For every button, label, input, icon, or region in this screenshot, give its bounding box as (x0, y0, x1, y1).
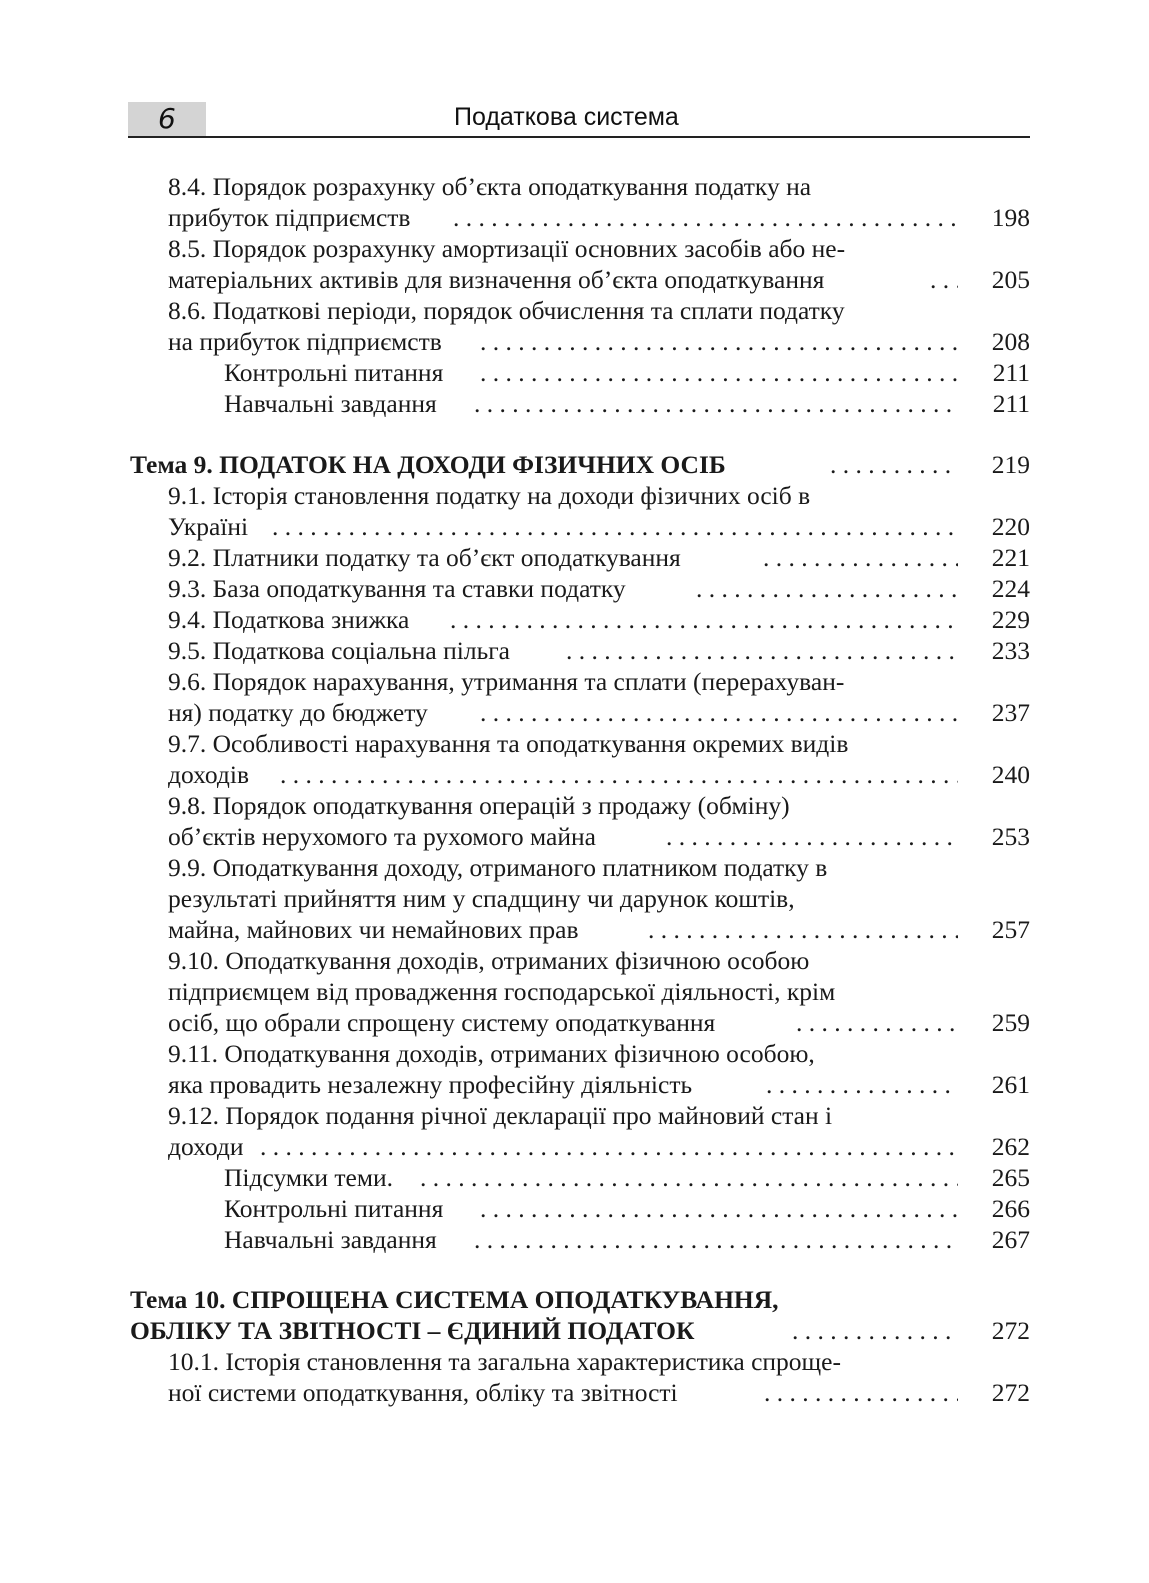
toc-page-number: 240 (991, 760, 1030, 789)
toc-entry (168, 1101, 1030, 1131)
page-header (128, 98, 1030, 140)
toc-entry (168, 698, 1030, 728)
toc-page-number: 224 (991, 574, 1030, 603)
toc-entry-text: 9.11. Оподаткування доходів, отриманих фізичною особою, (168, 1039, 815, 1068)
toc-page-number: 205 (991, 265, 1030, 294)
dot-leader (766, 1070, 958, 1100)
toc-entry (168, 915, 1030, 945)
toc-entry (168, 203, 1030, 233)
page-number-box (128, 102, 206, 136)
toc-chapter-title: Тема 10. СПРОЩЕНА СИСТЕМА ОПОДАТКУВАННЯ, (130, 1285, 779, 1314)
toc-entry-text: Україні (168, 512, 249, 541)
toc-entry-text: 9.6. Порядок нарахування, утримання та сплати (перерахуван- (168, 667, 845, 696)
dot-leader (260, 1132, 958, 1162)
toc-entry-text: осіб, що обрали спрощену систему оподаткування (168, 1008, 716, 1037)
toc-entry (168, 667, 1030, 697)
toc-entry-text: Контрольні питання (224, 1194, 444, 1223)
toc-entry-text: Підсумки теми. (224, 1163, 394, 1192)
toc-entry (168, 729, 1030, 759)
toc-entry (224, 389, 1030, 419)
dot-leader (763, 543, 958, 573)
toc-entry-text: підприємцем від провадження господарської діяльності, крім (168, 977, 836, 1006)
header-rule (128, 136, 1030, 138)
toc-chapter (130, 1316, 1030, 1346)
toc-page-number: 272 (991, 1378, 1030, 1407)
toc-entry-text: 8.5. Порядок розрахунку амортизації основних засобів або не- (168, 234, 846, 263)
toc-entry-text: 9.1. Історія становлення податку на доходи фізичних осіб в (168, 481, 811, 510)
toc-entry-text: результаті прийняття ним у спадщину чи дарунок коштів, (168, 884, 795, 913)
toc-chapter-title: ОБЛІКУ ТА ЗВІТНОСТІ – ЄДИНИЙ ПОДАТОК (130, 1316, 695, 1345)
dot-leader (450, 605, 958, 635)
toc-page-number: 198 (991, 203, 1030, 232)
toc-page-number: 219 (991, 450, 1030, 479)
toc-entry-text: на прибуток підприємств (168, 327, 442, 356)
toc-page-number: 262 (991, 1132, 1030, 1161)
toc-entry (168, 574, 1030, 604)
toc-entry-text: 9.2. Платники податку та об’єкт оподаткування (168, 543, 681, 572)
toc-entry (168, 172, 1030, 202)
toc-page-number: 261 (991, 1070, 1030, 1099)
toc-entry (224, 1225, 1030, 1255)
toc-entry-text: 10.1. Історія становлення та загальна характеристика спроще- (168, 1347, 841, 1376)
toc-page-number: 211 (992, 358, 1030, 387)
toc-page-number: 265 (991, 1163, 1030, 1192)
dot-leader (764, 1378, 958, 1408)
dot-leader (453, 203, 958, 233)
toc-entry (168, 1347, 1030, 1377)
toc-entry (168, 1039, 1030, 1069)
dot-leader (796, 1008, 958, 1038)
toc-page-number: 257 (991, 915, 1030, 944)
toc-chapter-title: Тема 9. ПОДАТОК НА ДОХОДИ ФІЗИЧНИХ ОСІБ (130, 450, 726, 479)
toc-chapter (130, 1285, 1030, 1315)
toc-chapter (130, 450, 1030, 480)
toc-entry-text: 8.4. Порядок розрахунку об’єкта оподаткування податку на (168, 172, 812, 201)
toc-entry-text: Навчальні завдання (224, 389, 437, 418)
dot-leader (696, 574, 958, 604)
toc-entry-text: об’єктів нерухомого та рухомого майна (168, 822, 596, 851)
dot-leader (420, 1163, 958, 1193)
toc-entry (168, 884, 1030, 914)
toc-entry-text: 9.7. Особливості нарахування та оподаткування окремих видів (168, 729, 849, 758)
toc-entry-text: 9.5. Податкова соціальна пільга (168, 636, 510, 665)
toc-entry-text: доходів (168, 760, 249, 789)
toc-entry (224, 1194, 1030, 1224)
toc-entry-text: яка провадить незалежну професійну діяльність (168, 1070, 693, 1099)
toc-entry (168, 327, 1030, 357)
toc-entry-text: 9.3. База оподаткування та ставки податку (168, 574, 626, 603)
toc-entry-text: 9.4. Податкова знижка (168, 605, 410, 634)
dot-leader (272, 512, 958, 542)
toc-entry (168, 543, 1030, 573)
toc-entry-text: майна, майнових чи немайнових прав (168, 915, 579, 944)
toc-entry-text: ня) податку до бюджету (168, 698, 428, 727)
dot-leader (930, 265, 958, 295)
toc-entry (168, 1378, 1030, 1408)
toc-entry (168, 760, 1030, 790)
dot-leader (792, 1316, 958, 1346)
toc-page-number: 208 (991, 327, 1030, 356)
toc-entry (168, 791, 1030, 821)
toc-entry-text: Контрольні питання (224, 358, 444, 387)
toc-page-number: 259 (991, 1008, 1030, 1037)
dot-leader (480, 1194, 958, 1224)
toc-entry-text: прибуток підприємств (168, 203, 411, 232)
toc-entry (168, 946, 1030, 976)
toc-entry-text: 8.6. Податкові періоди, порядок обчислення та сплати податку (168, 296, 845, 325)
toc-entry (168, 481, 1030, 511)
dot-leader (480, 327, 958, 357)
page-number: 6 (158, 102, 176, 135)
toc-entry-text: матеріальних активів для визначення об’єкта оподаткування (168, 265, 825, 294)
toc-entry (168, 977, 1030, 1007)
toc-page-number: 272 (991, 1316, 1030, 1345)
toc-entry-text: 9.8. Порядок оподаткування операцій з продажу (обміну) (168, 791, 790, 820)
dot-leader (830, 450, 958, 480)
dot-leader (474, 1225, 958, 1255)
toc-entry (168, 636, 1030, 666)
toc-entry (168, 265, 1030, 295)
toc-page-number: 266 (991, 1194, 1030, 1223)
running-title: Податкова система (454, 103, 679, 131)
dot-leader (280, 760, 958, 790)
toc-entry (168, 234, 1030, 264)
toc-entry-text: 9.12. Порядок подання річної декларації про майновий стан і (168, 1101, 833, 1130)
toc-page-number: 267 (991, 1225, 1030, 1254)
toc-entry (168, 605, 1030, 635)
toc-entry (168, 822, 1030, 852)
toc-entry-text: 9.10. Оподаткування доходів, отриманих фізичною особою (168, 946, 810, 975)
toc-page-number: 253 (991, 822, 1030, 851)
dot-leader (480, 698, 958, 728)
toc-entry (168, 512, 1030, 542)
toc-entry-text: 9.9. Оподаткування доходу, отриманого платником податку в (168, 853, 828, 882)
toc-entry (168, 1070, 1030, 1100)
toc-page-number: 211 (992, 389, 1030, 418)
dot-leader (566, 636, 958, 666)
toc-entry (224, 358, 1030, 388)
toc-entry (168, 853, 1030, 883)
toc-entry (168, 1132, 1030, 1162)
toc-entry (168, 1008, 1030, 1038)
dot-leader (474, 389, 958, 419)
toc-page-number: 220 (991, 512, 1030, 541)
toc-entry (168, 296, 1030, 326)
toc-page-number: 233 (991, 636, 1030, 665)
toc-page-number: 221 (991, 543, 1030, 572)
toc-entry (224, 1163, 1030, 1193)
toc-page-number: 229 (991, 605, 1030, 634)
toc-entry-text: Навчальні завдання (224, 1225, 437, 1254)
toc-entry-text: доходи (168, 1132, 244, 1161)
toc-page-number: 237 (991, 698, 1030, 727)
dot-leader (648, 915, 958, 945)
toc-entry-text: ної системи оподаткування, обліку та звітності (168, 1378, 678, 1407)
dot-leader (666, 822, 958, 852)
dot-leader (480, 358, 958, 388)
